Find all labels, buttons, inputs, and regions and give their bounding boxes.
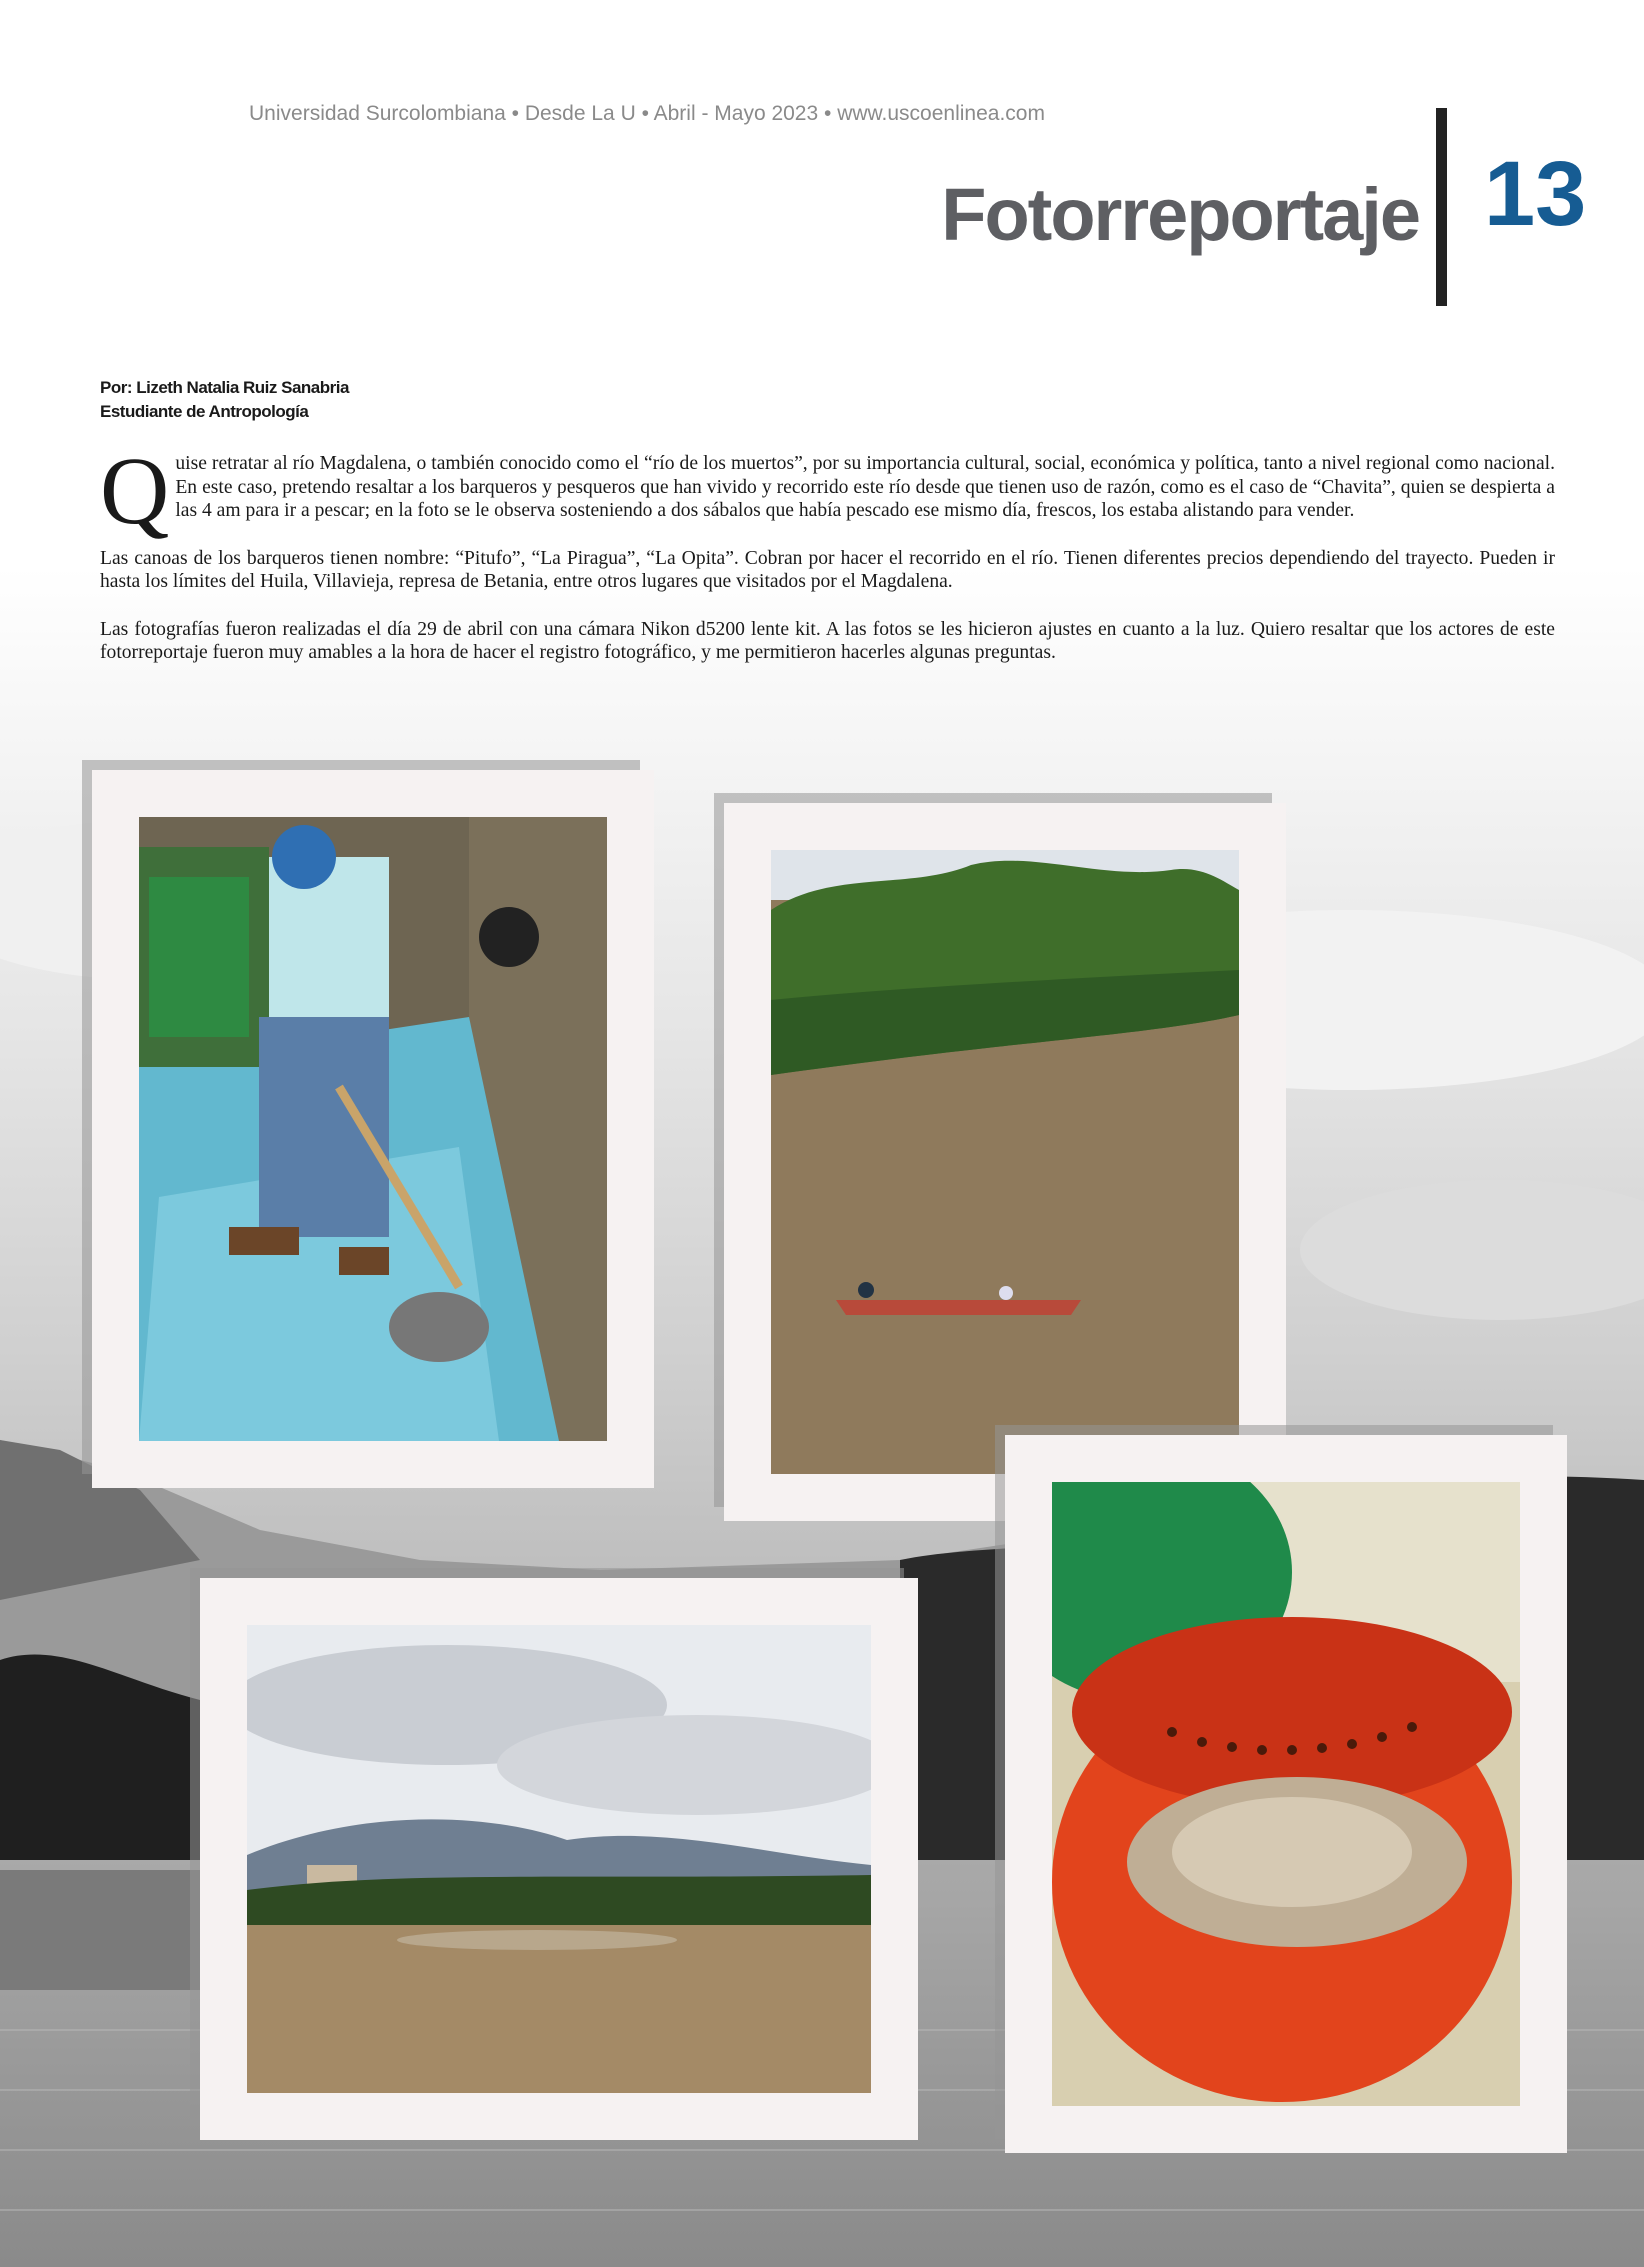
- paragraph-1: [100, 437, 1555, 544]
- byline: [100, 376, 349, 424]
- article-body: [100, 437, 1555, 689]
- photo-river: [247, 1625, 871, 2093]
- photo-canoe: [771, 850, 1239, 1474]
- section-title: Fotorreportaje: [941, 173, 1419, 256]
- page-number: 13: [1484, 143, 1587, 245]
- photo-colander: [1052, 1482, 1520, 2106]
- paragraph-1-text: uise retratar al río Magdalena, o también conocido como el “río de los muertos”, por su importancia cultural, social, económica y política, tanto a nivel regional como nacional. En este caso, pretendo resaltar a los barqueros y pesqueros que han vivido y recorrido este río desde que tienen uso de razón, como es el caso de “Chavita”, quien se despierta a las 4 am para ir a pescar; en la foto se le observa sosteniendo a dos sábalos que había pescado ese mismo día, frescos, los estaba alistando para vender.: [175, 453, 1555, 521]
- photo-frame-colander: [1005, 1435, 1567, 2153]
- author-role: Estudiante de Antropología: [100, 402, 309, 421]
- publication-line: Universidad Surcolombiana • Desde La U • Abril - Mayo 2023 • www.uscoenlinea.com: [249, 102, 1045, 125]
- author-name: Por: Lizeth Natalia Ruiz Sanabria: [100, 378, 349, 397]
- photo-frame-boatman: [92, 770, 654, 1488]
- photo-boatman: [139, 817, 607, 1441]
- header-divider: [1436, 108, 1447, 306]
- paragraph-3: Las fotografías fueron realizadas el día 29 de abril con una cámara Nikon d5200 lente kit. A las fotos se les hicieron ajustes en cuanto a la luz. Quiero resaltar que los actores de este fotorreportaje fueron muy amables a la hora de hacer el registro fotográfico, y me permitieron hacerles algunas preguntas.: [100, 618, 1555, 663]
- drop-cap: Q: [100, 437, 170, 544]
- photo-frame-river: [200, 1578, 918, 2140]
- paragraph-2: Las canoas de los barqueros tienen nombre: “Pitufo”, “La Piragua”, “La Opita”. Cobran por hacer el recorrido en el río. Tienen diferentes precios dependiendo del trayecto. Pueden ir hasta los límites del Huila, Villavieja, represa de Betania, entre otros lugares que visitados por el Magdalena.: [100, 547, 1555, 592]
- photo-frame-canoe: [724, 803, 1286, 1521]
